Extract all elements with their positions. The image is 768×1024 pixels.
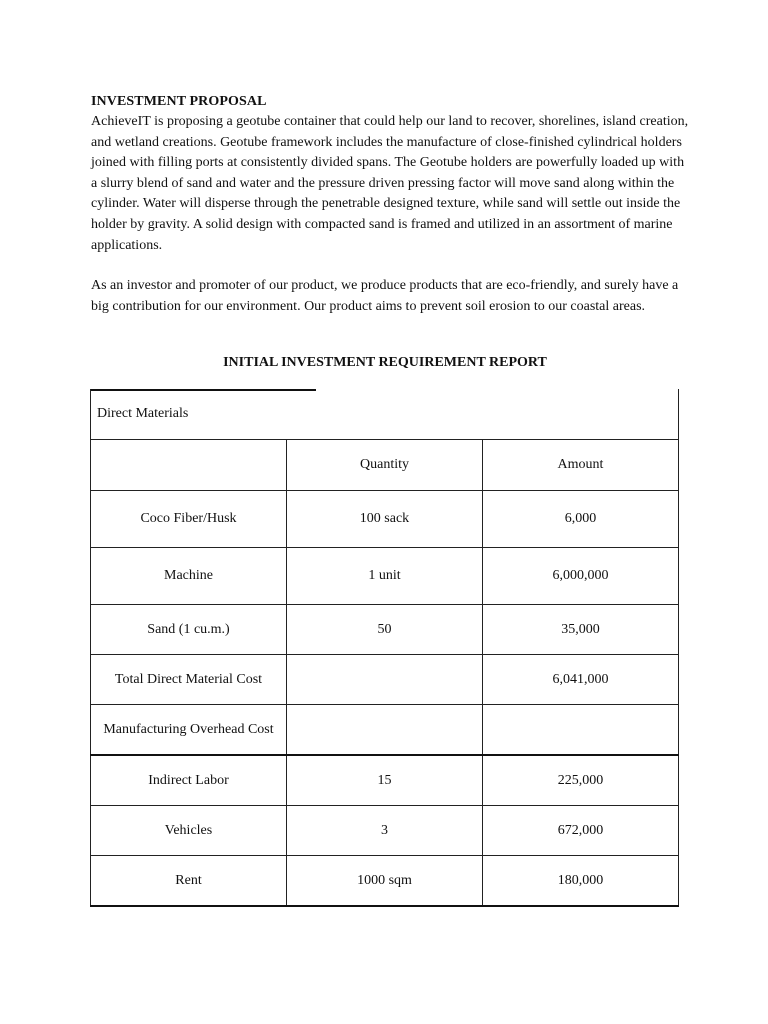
table-row [91,856,679,907]
investor-paragraph: As an investor and promoter of our product, we produce products that are eco-friendly, and surely have a big contribution for our environment. Our product aims to prevent soil erosion to our coastal areas. [91,278,679,314]
quantity-cell: 1 unit [287,548,483,605]
quantity-cell [287,655,483,705]
item-cell: Sand (1 cu.m.) [91,605,287,655]
quantity-cell: 15 [287,755,483,806]
table-row [91,548,679,605]
item-cell: Coco Fiber/Husk [91,491,287,548]
item-cell: Rent [91,856,287,907]
quantity-cell [287,705,483,756]
amount-cell: 180,000 [483,856,679,907]
proposal-heading: INVESTMENT PROPOSAL [91,94,267,109]
amount-cell: 6,000 [483,491,679,548]
header-amount: Amount [483,440,679,491]
item-cell: Manufacturing Overhead Cost [91,705,287,756]
table-row [91,491,679,548]
item-cell: Vehicles [91,806,287,856]
table-row [91,806,679,856]
quantity-cell: 1000 sqm [287,856,483,907]
quantity-cell: 100 sack [287,491,483,548]
investment-table-wrapper [90,389,680,907]
amount-cell: 35,000 [483,605,679,655]
table-row [91,755,679,806]
amount-cell: 225,000 [483,755,679,806]
amount-cell: 6,000,000 [483,548,679,605]
table-row [91,605,679,655]
section-label: Direct Materials [91,389,679,440]
total-row [91,655,679,705]
item-cell: Indirect Labor [91,755,287,806]
header-item [91,440,287,491]
amount-cell: 6,041,000 [483,655,679,705]
overhead-section-row [91,705,679,756]
quantity-cell: 3 [287,806,483,856]
investment-table [90,389,679,907]
section-row [91,389,679,440]
intro-paragraph: AchieveIT is proposing a geotube container that could help our land to recover, shorelines, island creation, and wetland creations. Geotube framework includes the manufacture of close-finished cylindrical holders joined with filling ports at consistently divided spans. The Geotube holders are powerfully loaded up with a slurry blend of sand and water and the pressure driven pressing factor will move sand along within the cylinder. Water will disperse through the penetrable designed texture, while sand will settle out inside the holder by gravity. A solid design with compacted sand is framed and utilized in an assortment of marine applications. [91,114,689,253]
header-quantity: Quantity [287,440,483,491]
quantity-cell: 50 [287,605,483,655]
item-cell: Total Direct Material Cost [91,655,287,705]
item-cell: Machine [91,548,287,605]
amount-cell: 672,000 [483,806,679,856]
header-row [91,440,679,491]
amount-cell [483,705,679,756]
report-title: INITIAL INVESTMENT REQUIREMENT REPORT [223,355,547,370]
